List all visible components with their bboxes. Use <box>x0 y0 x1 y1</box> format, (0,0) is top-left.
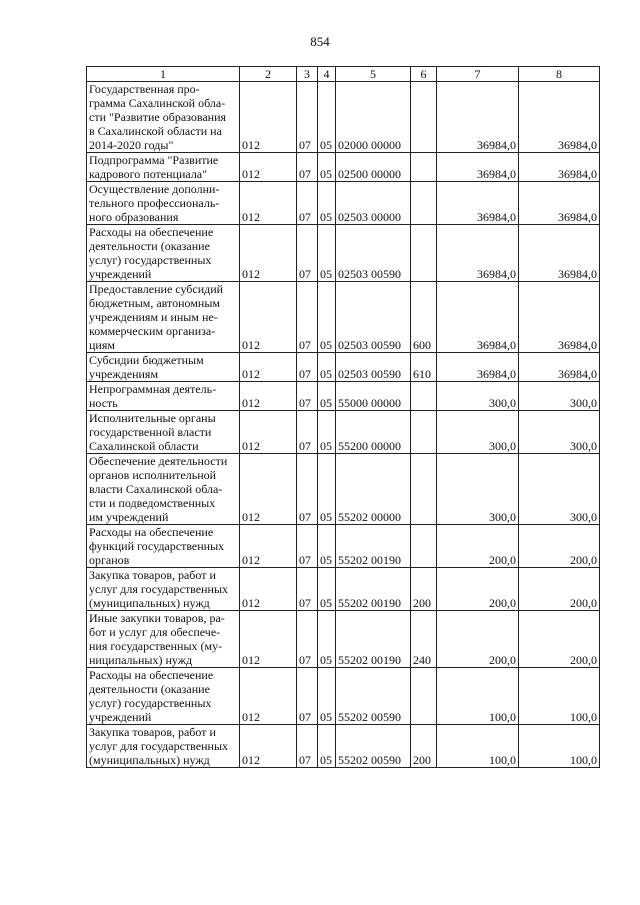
expense-type-code <box>411 82 437 153</box>
table-row <box>87 153 600 182</box>
row-name-line: Расходы на обеспечение <box>89 668 214 682</box>
row-name-line: учреждениям и иным не- <box>89 310 218 324</box>
table-row <box>87 525 600 568</box>
admin-code: 012 <box>240 525 297 568</box>
section-code: 07 <box>297 353 318 382</box>
column-header: 3 <box>297 67 318 82</box>
row-name-line: услуг для государственных <box>89 739 229 753</box>
section-code: 07 <box>297 282 318 353</box>
row-name-line: грамма Сахалинской обла- <box>89 96 226 110</box>
admin-code: 012 <box>240 82 297 153</box>
row-name-line: Предоставление субсидий <box>89 282 224 296</box>
admin-code: 012 <box>240 153 297 182</box>
expense-type-code: 610 <box>411 353 437 382</box>
target-article-code: 55202 00190 <box>336 611 411 668</box>
amount-col-7: 36984,0 <box>437 82 519 153</box>
row-name <box>87 353 240 382</box>
row-name-line: Субсидии бюджетным <box>89 353 204 367</box>
admin-code: 012 <box>240 182 297 225</box>
column-header: 1 <box>87 67 240 82</box>
amount-col-7: 100,0 <box>437 725 519 768</box>
subsection-code: 05 <box>318 153 336 182</box>
row-name-line: Исполнительные органы <box>89 411 216 425</box>
expense-type-code <box>411 382 437 411</box>
column-header: 4 <box>318 67 336 82</box>
amount-col-8: 200,0 <box>519 611 600 668</box>
row-name-line: деятельности (оказание <box>89 239 210 253</box>
table-row <box>87 411 600 454</box>
amount-col-8: 36984,0 <box>519 153 600 182</box>
table-row <box>87 82 600 153</box>
table-row <box>87 282 600 353</box>
subsection-code: 05 <box>318 454 336 525</box>
section-code: 07 <box>297 182 318 225</box>
row-name-line: ния государственных (му- <box>89 639 223 653</box>
row-name-line: Подпрограмма "Развитие <box>89 153 219 167</box>
row-name-line: коммерческим организа- <box>89 324 216 338</box>
row-name-line: органов <box>89 553 130 567</box>
row-name <box>87 411 240 454</box>
section-code: 07 <box>297 382 318 411</box>
amount-col-8: 200,0 <box>519 525 600 568</box>
section-code: 07 <box>297 725 318 768</box>
column-header: 6 <box>411 67 437 82</box>
target-article-code: 02000 00000 <box>336 82 411 153</box>
row-name-line: бот и услуг для обеспече- <box>89 625 221 639</box>
section-code: 07 <box>297 568 318 611</box>
section-code: 07 <box>297 411 318 454</box>
table-row <box>87 353 600 382</box>
row-name-line: учреждений <box>89 267 152 281</box>
target-article-code: 02503 00590 <box>336 282 411 353</box>
expense-type-code <box>411 525 437 568</box>
table-row <box>87 668 600 725</box>
row-name-line: государственной власти <box>89 425 212 439</box>
section-code: 07 <box>297 525 318 568</box>
amount-col-7: 36984,0 <box>437 182 519 225</box>
amount-col-7: 36984,0 <box>437 225 519 282</box>
header-row <box>87 67 600 82</box>
column-header: 2 <box>240 67 297 82</box>
row-name-line: Расходы на обеспечение <box>89 525 214 539</box>
subsection-code: 05 <box>318 82 336 153</box>
row-name-line: в Сахалинской области на <box>89 124 222 138</box>
amount-col-8: 300,0 <box>519 382 600 411</box>
amount-col-8: 300,0 <box>519 454 600 525</box>
amount-col-8: 300,0 <box>519 411 600 454</box>
admin-code: 012 <box>240 454 297 525</box>
row-name-line: услуг) государственных <box>89 253 212 267</box>
admin-code: 012 <box>240 668 297 725</box>
row-name <box>87 668 240 725</box>
row-name-line: Закупка товаров, работ и <box>89 725 216 739</box>
row-name-line: (муниципальных) нужд <box>89 753 210 767</box>
target-article-code: 55200 00000 <box>336 411 411 454</box>
amount-col-8: 100,0 <box>519 668 600 725</box>
admin-code: 012 <box>240 411 297 454</box>
row-name-line: услуг) государственных <box>89 696 212 710</box>
row-name-line: Государственная про- <box>89 82 200 96</box>
target-article-code: 02503 00000 <box>336 182 411 225</box>
row-name-line: им учреждений <box>89 510 169 524</box>
amount-col-8: 100,0 <box>519 725 600 768</box>
row-name-line: учреждениям <box>89 367 159 381</box>
row-name-line: сти и подведомственных <box>89 496 216 510</box>
amount-col-8: 36984,0 <box>519 353 600 382</box>
target-article-code: 55202 00590 <box>336 725 411 768</box>
subsection-code: 05 <box>318 225 336 282</box>
table-row <box>87 382 600 411</box>
admin-code: 012 <box>240 611 297 668</box>
row-name-line: ного образования <box>89 210 179 224</box>
amount-col-7: 100,0 <box>437 668 519 725</box>
admin-code: 012 <box>240 725 297 768</box>
row-name-line: Непрограммная деятель- <box>89 382 217 396</box>
expense-type-code <box>411 411 437 454</box>
row-name-line: кадрового потенциала" <box>89 167 208 181</box>
row-name-line: учреждений <box>89 710 152 724</box>
row-name <box>87 454 240 525</box>
table-row <box>87 568 600 611</box>
row-name-line: Сахалинской области <box>89 439 199 453</box>
row-name <box>87 725 240 768</box>
row-name-line: деятельности (оказание <box>89 682 210 696</box>
admin-code: 012 <box>240 382 297 411</box>
subsection-code: 05 <box>318 611 336 668</box>
amount-col-7: 300,0 <box>437 382 519 411</box>
target-article-code: 02503 00590 <box>336 353 411 382</box>
amount-col-7: 300,0 <box>437 454 519 525</box>
amount-col-7: 36984,0 <box>437 153 519 182</box>
subsection-code: 05 <box>318 568 336 611</box>
row-name-line: ниципальных) нужд <box>89 653 193 667</box>
row-name-line: бюджетным, автономным <box>89 296 220 310</box>
row-name-line: власти Сахалинской обла- <box>89 482 223 496</box>
section-code: 07 <box>297 454 318 525</box>
amount-col-8: 200,0 <box>519 568 600 611</box>
target-article-code: 55202 00190 <box>336 568 411 611</box>
column-header: 8 <box>519 67 600 82</box>
row-name <box>87 282 240 353</box>
row-name-line: Обеспечение деятельности <box>89 454 228 468</box>
row-name-line: 2014-2020 годы" <box>89 138 174 152</box>
subsection-code: 05 <box>318 525 336 568</box>
table-row <box>87 611 600 668</box>
amount-col-8: 36984,0 <box>519 182 600 225</box>
target-article-code: 02503 00590 <box>336 225 411 282</box>
target-article-code: 55202 00190 <box>336 525 411 568</box>
subsection-code: 05 <box>318 182 336 225</box>
subsection-code: 05 <box>318 411 336 454</box>
amount-col-7: 300,0 <box>437 411 519 454</box>
row-name-line: Иные закупки товаров, ра- <box>89 611 225 625</box>
table-row <box>87 725 600 768</box>
subsection-code: 05 <box>318 282 336 353</box>
column-header: 7 <box>437 67 519 82</box>
page-number: 854 <box>310 34 330 49</box>
row-name-line: Закупка товаров, работ и <box>89 568 216 582</box>
row-name-line: функций государственных <box>89 539 225 553</box>
expense-type-code: 200 <box>411 568 437 611</box>
amount-col-8: 36984,0 <box>519 282 600 353</box>
row-name <box>87 611 240 668</box>
amount-col-8: 36984,0 <box>519 82 600 153</box>
expense-type-code <box>411 668 437 725</box>
table-row <box>87 182 600 225</box>
amount-col-7: 36984,0 <box>437 353 519 382</box>
target-article-code: 55202 00590 <box>336 668 411 725</box>
target-article-code: 55202 00000 <box>336 454 411 525</box>
row-name-line: ность <box>89 396 118 410</box>
row-name <box>87 82 240 153</box>
table-row <box>87 225 600 282</box>
row-name-line: циям <box>89 338 115 352</box>
admin-code: 012 <box>240 353 297 382</box>
subsection-code: 05 <box>318 668 336 725</box>
row-name-line: (муниципальных) нужд <box>89 596 210 610</box>
subsection-code: 05 <box>318 382 336 411</box>
expense-type-code <box>411 182 437 225</box>
target-article-code: 55000 00000 <box>336 382 411 411</box>
admin-code: 012 <box>240 225 297 282</box>
row-name <box>87 225 240 282</box>
amount-col-7: 200,0 <box>437 525 519 568</box>
section-code: 07 <box>297 82 318 153</box>
section-code: 07 <box>297 611 318 668</box>
row-name-line: сти "Развитие образования <box>89 110 227 124</box>
admin-code: 012 <box>240 568 297 611</box>
amount-col-7: 200,0 <box>437 568 519 611</box>
amount-col-7: 200,0 <box>437 611 519 668</box>
row-name <box>87 525 240 568</box>
row-name-line: органов исполнительной <box>89 468 217 482</box>
subsection-code: 05 <box>318 353 336 382</box>
section-code: 07 <box>297 153 318 182</box>
subsection-code: 05 <box>318 725 336 768</box>
amount-col-7: 36984,0 <box>437 282 519 353</box>
table-body <box>87 82 600 768</box>
row-name-line: Расходы на обеспечение <box>89 225 214 239</box>
expense-type-code <box>411 153 437 182</box>
column-header: 5 <box>336 67 411 82</box>
amount-col-8: 36984,0 <box>519 225 600 282</box>
row-name <box>87 568 240 611</box>
expense-type-code: 200 <box>411 725 437 768</box>
row-name <box>87 153 240 182</box>
section-code: 07 <box>297 668 318 725</box>
expense-type-code <box>411 225 437 282</box>
row-name <box>87 182 240 225</box>
budget-table <box>86 66 600 768</box>
expense-type-code: 240 <box>411 611 437 668</box>
expense-type-code: 600 <box>411 282 437 353</box>
row-name <box>87 382 240 411</box>
table-row <box>87 454 600 525</box>
target-article-code: 02500 00000 <box>336 153 411 182</box>
section-code: 07 <box>297 225 318 282</box>
expense-type-code <box>411 454 437 525</box>
row-name-line: услуг для государственных <box>89 582 229 596</box>
admin-code: 012 <box>240 282 297 353</box>
row-name-line: тельного профессиональ- <box>89 196 220 210</box>
row-name-line: Осуществление дополни- <box>89 182 220 196</box>
